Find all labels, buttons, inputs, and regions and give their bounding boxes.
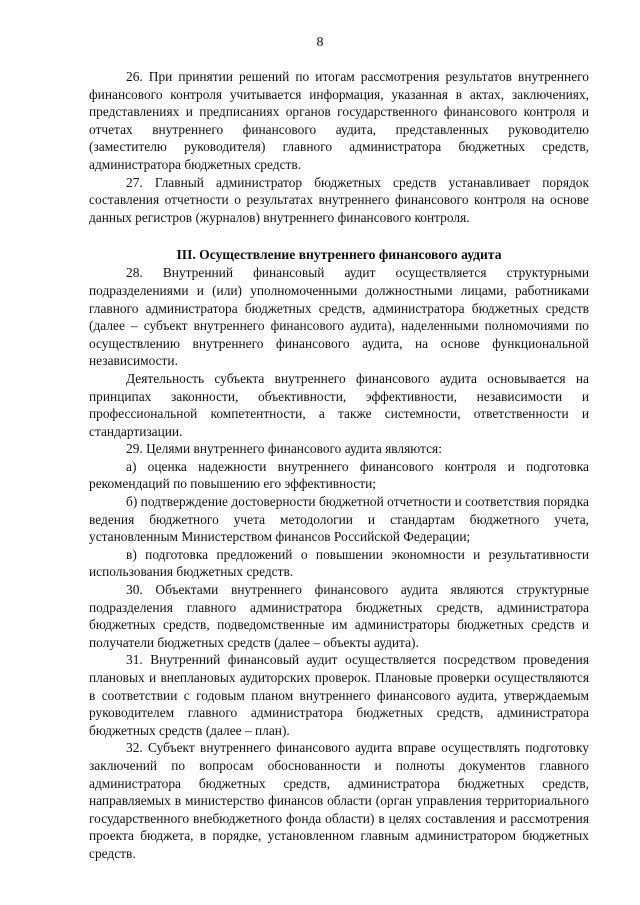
paragraph-29: 29. Целями внутреннего финансового аудита являются:	[126, 441, 442, 457]
section-heading: III. Осуществление внутреннего финансового аудита	[176, 247, 502, 263]
paragraph-26: 26. При принятии решений по итогам рассмотрения результатов внутреннего финансового контроля учитывается информация, указанная в актах, заключениях, представлениях и предписаниях органов государственного финансового контроля и отчетах внутреннего финансового аудита, представленных руководителю (заместителю руководителя) главного администратора бюджетных средств, администратора бюджетных средств.	[89, 69, 589, 172]
paragraph-29-b: б) подтверждение достоверности бюджетной отчетности и соответствия порядка ведения бюджетного учета методологии и стандартам бюджетного учета, установленным Министерством финансов Российской Федерации;	[89, 494, 589, 545]
paragraph-30: 30. Объектами внутреннего финансового аудита являются структурные подразделения главного администратора бюджетных средств, администратора бюджетных средств, подведомственные им администраторы бюджетных средств и получатели бюджетных средств (далее – объекты аудита).	[89, 582, 589, 650]
document-body	[89, 68, 589, 863]
paragraph-32: 32. Субъект внутреннего финансового аудита вправе осуществлять подготовку заключений по вопросам обоснованности и полноты документов главного администратора бюджетных средств, администратора бюджетных средств, направляемых в министерство финансов области (орган управления территориального государственного внебюджетного фонда области) в целях составления и рассмотрения проекта бюджета, в порядке, установленном главным администратором бюджетных средств.	[89, 740, 589, 861]
paragraph-29-a: а) оценка надежности внутреннего финансового контроля и подготовка рекомендаций по повышению его эффективности;	[89, 458, 589, 492]
paragraph-31: 31. Внутренний финансовый аудит осуществляется посредством проведения плановых и внеплановых аудиторских проверок. Плановые проверки осуществляются в соответствии с годовым планом внутреннего финансового аудита, утверждаемым руководителем главного администратора бюджетных средств, администратора бюджетных средств (далее – план).	[89, 652, 589, 738]
paragraph-29-c: в) подготовка предложений о повышении экономности и результативности использования бюджетных средств.	[89, 546, 589, 580]
paragraph-28-principles: Деятельность субъекта внутреннего финансового аудита основывается на принципах законности, объективности, эффективности, независимости и профессиональной компетентности, а также системности, ответственности и стандартизации.	[89, 370, 589, 439]
paragraph-28: 28. Внутренний финансовый аудит осуществляется структурными подразделениями и (или) уполномоченными должностными лицами, работниками главного администратора бюджетных средств, администратора бюджетных средств (далее – субъект внутреннего финансового аудита), наделенными полномочиями по осуществлению внутреннего финансового аудита, на основе функциональной независимости.	[89, 265, 589, 369]
paragraph-27: 27. Главный администратор бюджетных средств устанавливает порядок составления отчетности о результатах внутреннего финансового контроля на основе данных регистров (журналов) внутреннего финансового контроля.	[89, 174, 589, 225]
page-number: 8	[316, 35, 324, 50]
